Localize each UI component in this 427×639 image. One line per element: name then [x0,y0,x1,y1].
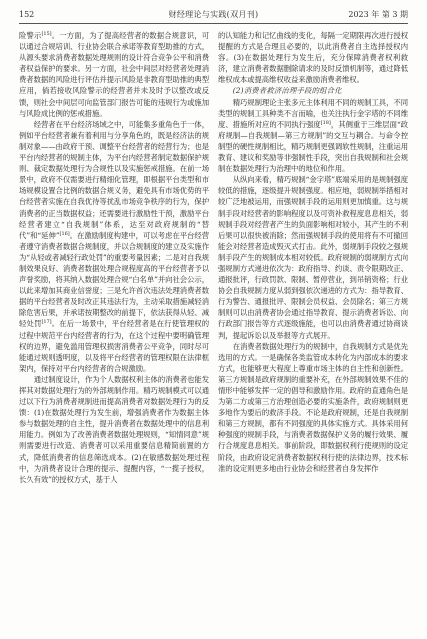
body-paragraph [19,119,209,374]
right-column [218,30,408,630]
citation-marker: [15] [41,31,52,37]
section-heading: (2)消费者救济治理手段的组合化 [232,86,342,96]
paragraph-text: 精巧规制理论主张多元主体利用不同的规制工具，不同类型的规制工具种类不言而喻，也关注执行金字塔的不同维度、措施所对应的不同执行强度 [218,97,408,129]
paragraph-text: 在消费者数据处理行为的规制中，自我规制方式是优先选用的方式。一是确保各类监管成本转化为内部成本的要求方式，也能够更大程度上尊重市场主体的自主性和创新性。第三方规制是政府规制的重要补充，在外部规制效果不佳的情形中能够发挥一定的倡导和激励作用。政府的直通角色是为第二方或第三方治理创造必要的实施条件，政府规制则更多地作为要后的救济手段。不论是政府规制，还是自我规制和第三方规制，都有不同强度的具体实施方式。具体采用何种强度的规制手段，与消费者数据保护义务的履行效果、履行合规度息息相关。事前阶段，即数据权利行使规则的设定阶段，由政府设定消费者数据权利行使的法律边界，技术标准的设定则更多地由行业协会和经营者自身发挥作 [218,341,408,473]
body-paragraph [218,341,408,474]
paragraph-text: 经营者在平台经济场域之中，可能集多重角色于一体，例如平台经营者兼有着利用与分享角色的，既是经济法的规制对象——由政府干预、调整平台经营者的经营行为；也是平台内经营者的规制主体，为平台内经营者制定数据保护规则、裁定数据处理行为合规性以及实施惩戒措施。在前一场景中，政府不仅需要进行精细化管理，即根据平台类型和市场规模设置合比例的数据合规义务，避免具有市场优势的平台经营者实施在自我优待等扰乱市场竞争秩序的行为，保护消费者的正当数据权益；还需要进行激励性干预，激励平台经营者建立“自我规制”体系，达至对政府规制的“替代”和“延伸” [19,119,209,240]
header-rule [19,23,408,24]
citation-marker: [18] [320,119,331,126]
running-header [19,8,408,22]
paragraph-text: ，其侧重于三维层面“政府规制—自我规制—第三方规制”的交互与耦合。与命令控制型的硬性规制相比，精巧规制更强调软性规制，注重运用教育、建议和奖励等非强制性手段，突出自我规制和社会规制在数据处理行为治理中的地位和作用。 [218,119,408,174]
journal-title: 财经理论与实践(双月刊) [168,10,259,19]
paragraph-text: 从纵向来看，精巧规制“金字塔”底端采用的是规制强度较低的措施，逐级提升规制强度。相应地，弱规制举措相对较广泛地被运用，而强规制手段的运用则更加慎重。这与规制手段对经营者的影响程度以及可资补救程度息息相关，弱规制手段对经营者产生的负面影响相对较小，其产生的不利后果可以很快被消除；然而强规制手段的使用将有不可撤回能会对经营者造成毁灭式打击。此外，弱规制手段较之强规制手段产生的规制成本相对较低。政府规制的弱规制方式向强规制方式递进依次为：政府指导、约谈、责令限期改正、通报批评，行政罚款、限制、暂停营业，到吊销资格；行业协会自我规制力度从弱到强依次递进的方式为：指导教育、行为警告、通报批评、限制会员权益、会员除名；第三方规制则可以由消费者协会通过指导教育、提示消费者诉讼、向行政部门报告等方式逐级施能，也可以由消费者通过协商谈判，提起诉讼以及举报等方式展开。 [218,175,408,340]
paragraph-text: 险警示 [19,31,42,40]
body-paragraph [19,30,209,119]
paragraph-text: 的认知能力和记忆曲线的变化，每隔一定期限再次进行授权提醒的方式是合理且必要的，以此消费者自主选择授权内容。(3)在数据处理行为发生后，充分保障消费者权利救济，建立消费者数据删除请求的及时反馈机制等，通过降低维权成本或提高维权收益来激励消费者维权。 [218,31,408,85]
paragraph-text: 。一方面，为了提高经营者的数据合规意识，可以通过合规培训、行业协会联合承诺等教育型助推的方式，从源头要求消费者数据处理规则的设计符合竞争公平和消费者权益保护的要求。另一方面，社会中间层对经营者处理消费者数据的风险进行评估并提示风险是非教育型助推的典型应用，倘若接收风险警示的经营者并未及时予以整改或反馈，则社会中间层可向监管部门报告可能的违规行为或施加与风险成比例的惩戒措施。 [19,31,209,118]
body-paragraph [19,374,209,485]
citation-marker: [17] [41,319,52,326]
left-column [19,30,209,630]
left-column-body [19,30,209,485]
body-paragraph [218,174,408,340]
body-paragraph [218,97,408,175]
paragraph-text: 。在激励制度构建中，可以考虑在平台经营者遵守消费者数据合规制度，并以合规制度的建立及实施作为“从轻或者减轻行政处罚”的重要考量因素；二是对自我规制效果良好、消费者数据处理合规程度高的平台经营者予以声誉奖励，将其纳入数据处理合规“白名单”并向社会公示，以此来增加其商业信誉度；三是允许首次违法处理消费者数据的平台经营者及时改正其违法行为，主动采取措施减轻消除危害后果，并承诺按期整改的前提下，依法获得从轻、减轻处罚 [19,230,209,329]
paragraph-text: 。在后一场景中，平台经营者是在行使管理权的过程中规范平台内经营者的行为，在这个过程中要明确管理权的边界，避免滥用管理权损害消费者公平竞争，同时尽可能通过规则透明度，以及将平台经营者的管理权限在法律框架内，保持对平台内经营者的合规激励。 [19,319,209,373]
citation-marker: [16] [59,230,70,237]
paragraph-text: 通过制度设计，作为个人数据权利主体的消费者也能发挥其对数据处理行为的外部规制作用。精巧规制模式可以通过以下行为消费者规制进而提高消费者对数据处理行为的反馈：(1)在数据处理行为发生前，增强消费者作为数据主体参与数据处理的自主性，提升消费者在数据处理中的信息利用能力。例如为了改善消费者数据处理规则，“知情同意”规则需要进行改造、消费者可以采用重要信息精简前置的方式，降低消费者的信息筛选成本。(2)在敏感数据处理过程中，为消费者设计合理的提示、提醒内容，“一揽子授权，长久有效”的授权方式，基于人 [19,374,209,484]
right-column-body-top [218,30,408,85]
page-number: 152 [19,10,35,19]
issue-label: 2023 年 第 3 期 [348,10,408,19]
right-column-body-bottom [218,97,408,474]
body-paragraph [218,30,408,85]
